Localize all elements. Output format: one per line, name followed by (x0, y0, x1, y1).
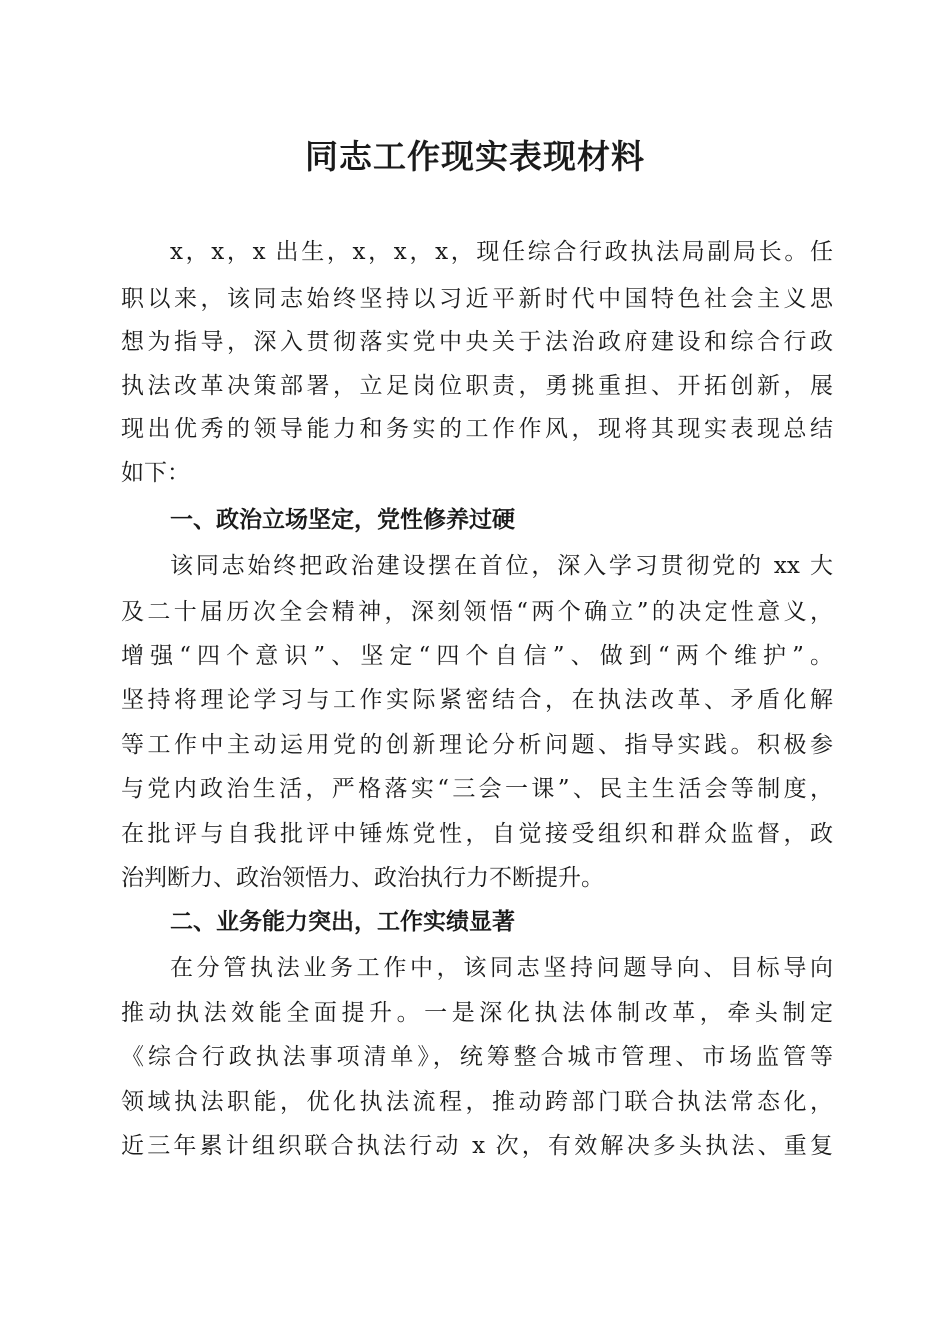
section-1-line: 增强“四个意识”、坚定“四个自信”、做到“两个维护”。 (121, 643, 833, 669)
section-1-heading: 一、政治立场坚定，党性修养过硬 (170, 507, 515, 533)
intro-line: 想为指导，深入贯彻落实党中央关于法治政府建设和综合行政 (121, 329, 833, 355)
section-1-line: 坚持将理论学习与工作实际紧密结合，在执法改革、矛盾化解 (121, 687, 833, 713)
intro-line: x，x，x 出生，x，x，x，现任综合行政执法局副局长。任 (170, 239, 833, 265)
section-1-line: 在批评与自我批评中锤炼党性，自觉接受组织和群众监督，政 (121, 821, 833, 847)
intro-line: 职以来，该同志始终坚持以习近平新时代中国特色社会主义思 (121, 286, 833, 312)
section-2-heading: 二、业务能力突出，工作实绩显著 (170, 909, 515, 935)
intro-line: 现出优秀的领导能力和务实的工作作风，现将其现实表现总结 (121, 416, 833, 442)
document-title: 同志工作现实表现材料 (305, 137, 645, 176)
intro-line: 执法改革决策部署，立足岗位职责，勇挑重担、开拓创新，展 (121, 373, 833, 399)
intro-line: 如下： (121, 460, 190, 486)
section-2-line: 推动执法效能全面提升。一是深化执法体制改革，牵头制定 (121, 1000, 833, 1026)
section-2-line: 在分管执法业务工作中，该同志坚持问题导向、目标导向 (170, 955, 833, 981)
section-2-line: 领域执法职能，优化执法流程，推动跨部门联合执法常态化， (121, 1089, 833, 1115)
section-1-line: 该同志始终把政治建设摆在首位，深入学习贯彻党的 xx 大 (170, 553, 833, 579)
section-1-line: 治判断力、政治领悟力、政治执行力不断提升。 (121, 865, 604, 891)
section-1-line: 等工作中主动运用党的创新理论分析问题、指导实践。积极参 (121, 732, 833, 758)
section-1-line: 与党内政治生活，严格落实“三会一课”、民主生活会等制度， (121, 776, 833, 802)
section-2-line: 《综合行政执法事项清单》，统筹整合城市管理、市场监管等 (121, 1044, 833, 1070)
section-1-line: 及二十届历次全会精神，深刻领悟“两个确立”的决定性意义， (121, 599, 833, 625)
section-2-line: 近三年累计组织联合执法行动 x 次，有效解决多头执法、重复 (121, 1133, 833, 1159)
